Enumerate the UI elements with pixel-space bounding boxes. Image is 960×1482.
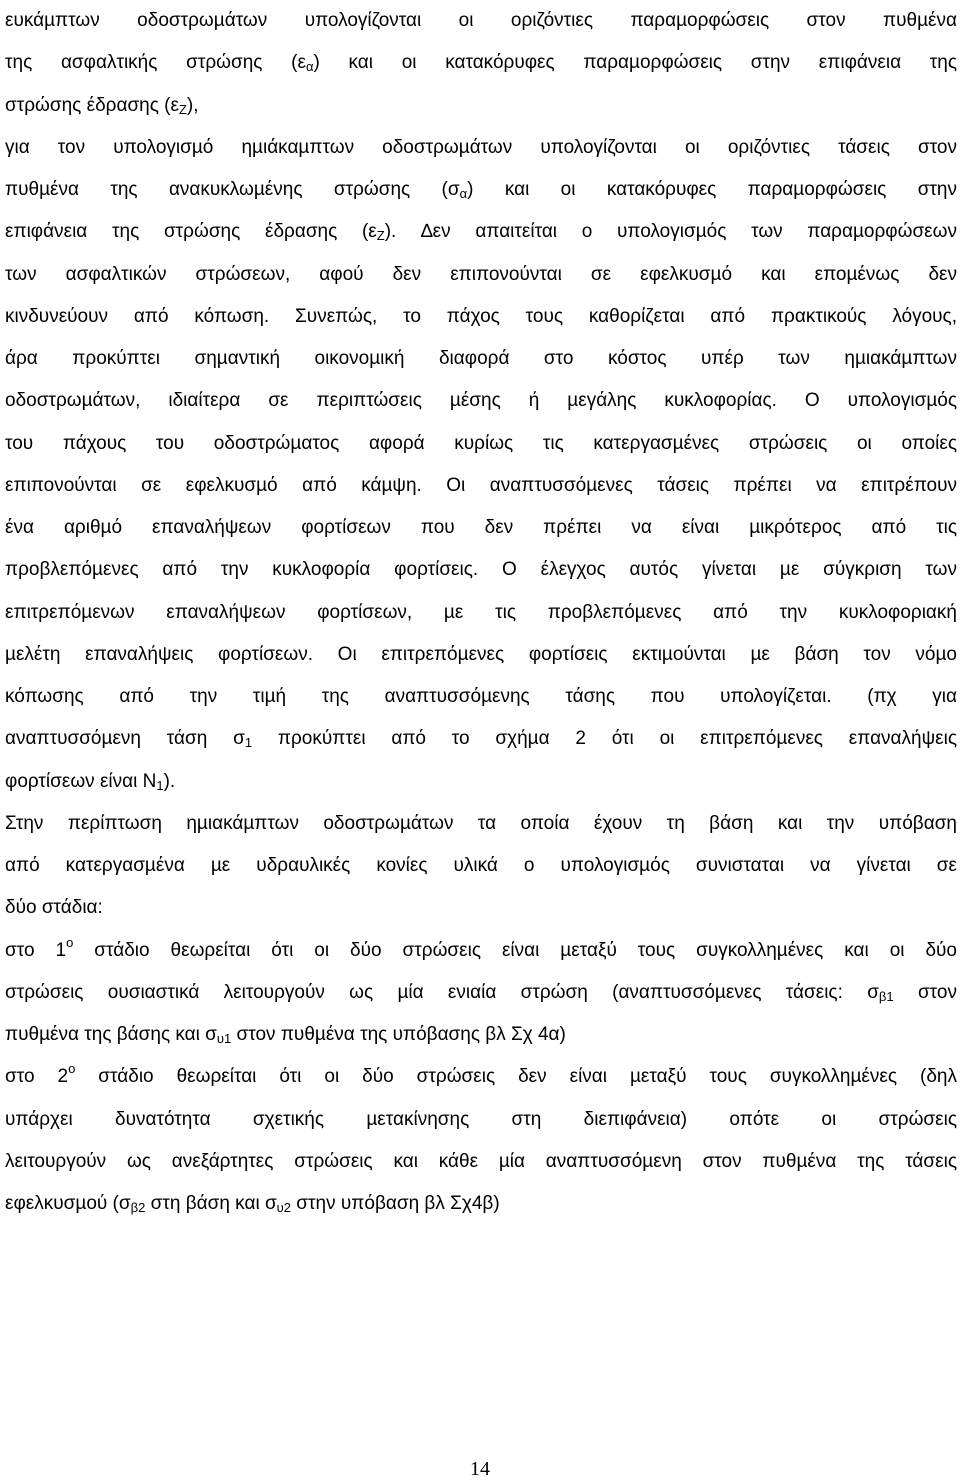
text-line: του πάχους του οδοστρώµατος αφορά κυρίως τις κατεργασµένες στρώσεις οι οποίες — [5, 432, 957, 454]
text-line: αναπτυσσόµενη τάση $\sigma_1$ προκύπτει από το σχήµα 2 ότι οι επιτρεπόµενες επαναλήψεις — [5, 728, 958, 751]
text-line: της ασφαλτικής στρώσης $(\varepsilon_\alpha)$ και οι κατακόρυφες παραµορφώσεις στην επιφάνεια της — [5, 52, 957, 75]
text-line: δύο στάδια: — [5, 897, 103, 919]
text-line: υπάρχει δυνατότητα σχετικής µετακίνησης στη διεπιφάνεια) οπότε οι στρώσεις — [5, 1108, 957, 1130]
text-line: ευκάµπτων οδοστρωµάτων υπολογίζονται οι οριζόντιες παραµορφώσεις στον πυθµένα — [5, 10, 957, 31]
text-line: επιφάνεια της στρώσης έδρασης $(\varepsilon_Z)$. ∆εν απαιτείται ο υπολογισµός των παραµορφώσεων — [5, 221, 957, 244]
text-line: οδοστρωµάτων, ιδιαίτερα σε περιπτώσεις µέσης ή µεγάλης κυκλοφορίας. Ο υπολογισµός — [5, 390, 957, 412]
page-number: 14 — [470, 1458, 490, 1480]
text-line: επιπονούνται σε εφελκυσµό από κάµψη. Οι αναπτυσσόµενες τάσεις πρέπει να επιτρέπουν — [5, 474, 957, 496]
text-line: Στην περίπτωση ηµιακάµπτων οδοστρωµάτων τα οποία έχουν τη βάση και την υπόβαση — [5, 812, 957, 834]
text-line: κόπωσης από την τιµή της αναπτυσσόµενης τάσης που υπολογίζεται. (πχ για — [5, 686, 957, 707]
text-line: από κατεργασµένα µε υδραυλικές κονίες υλικά ο υπολογισµός συνισταται να γίνεται σε — [5, 855, 957, 876]
text-line: για τον υπολογισµό ηµιάκαµπτων οδοστρωµάτων υπολογίζονται οι οριζόντιες τάσεις στον — [5, 136, 957, 158]
text-line: προβλεπόµενες από την κυκλοφορία φορτίσεις. Ο έλεγχος αυτός γίνεται µε σύγκριση των — [5, 559, 957, 581]
text-line: πυθµένα της ανακυκλωµένης στρώσης $(\sigma_\alpha)$ και οι κατακόρυφες παραµορφώσεις στην — [5, 179, 957, 201]
text-line: εφελκυσµού ($\sigma_{\beta 2}$ στη βάση και $\sigma_{\upsilon 2}$ στην υπόβαση βλ Σχ4β) — [5, 1193, 500, 1215]
body-text — [5, 0, 957, 1225]
text-line: άρα προκύπτει σηµαντική οικονοµική διαφορά στο κόστος υπέρ των ηµιακάµπτων — [5, 348, 957, 369]
text-line: λειτουργούν ως ανεξάρτητες στρώσεις και κάθε µία αναπτυσσόµενη στον πυθµένα της τάσεις — [5, 1150, 957, 1172]
text-line: κινδυνεύουν από κόπωση. Συνεπώς, το πάχος τους καθορίζεται από πρακτικούς λόγους, — [5, 305, 957, 327]
text-line: φορτίσεων είναι $N_1$). — [5, 770, 176, 793]
text-line: ένα αριθµό επαναλήψεων φορτίσεων που δεν πρέπει να είναι µικρότερος από τις — [5, 517, 957, 538]
text-line: µελέτη επαναλήψεις φορτίσεων. Οι επιτρεπόµενες φορτίσεις εκτιµούνται µε βάση τον νόµο — [5, 643, 957, 665]
text-line: στο $2^o$ στάδιο θεωρείται ότι οι δύο στρώσεις δεν είναι µεταξύ τους συγκολληµένες (δηλ — [5, 1061, 957, 1088]
text-line: στο $1^o$ στάδιο θεωρείται ότι οι δύο στρώσεις είναι µεταξύ τους συγκολληµένες και οι δύο — [5, 934, 957, 961]
text-line: επιτρεπόµενων επαναλήψεων φορτίσεων, µε τις προβλεπόµενες από την κυκλοφοριακή — [5, 601, 957, 623]
text-line: πυθµένα της βάσης και $\sigma_{\upsilon 1}$ στον πυθµένα της υπόβασης βλ Σχ 4α) — [5, 1024, 566, 1046]
text-line: των ασφαλτικών στρώσεων, αφού δεν επιπονούνται σε εφελκυσµό και εποµένως δεν — [5, 263, 957, 285]
text-line: στρώσεις ουσιαστικά λειτουργούν ως µία ενιαία στρώση (αναπτυσσόµενες τάσεις: $\sigma_{\beta 1}$ στον — [5, 981, 957, 1004]
text-line: στρώσης έδρασης $(\varepsilon_Z)$, — [5, 94, 199, 117]
